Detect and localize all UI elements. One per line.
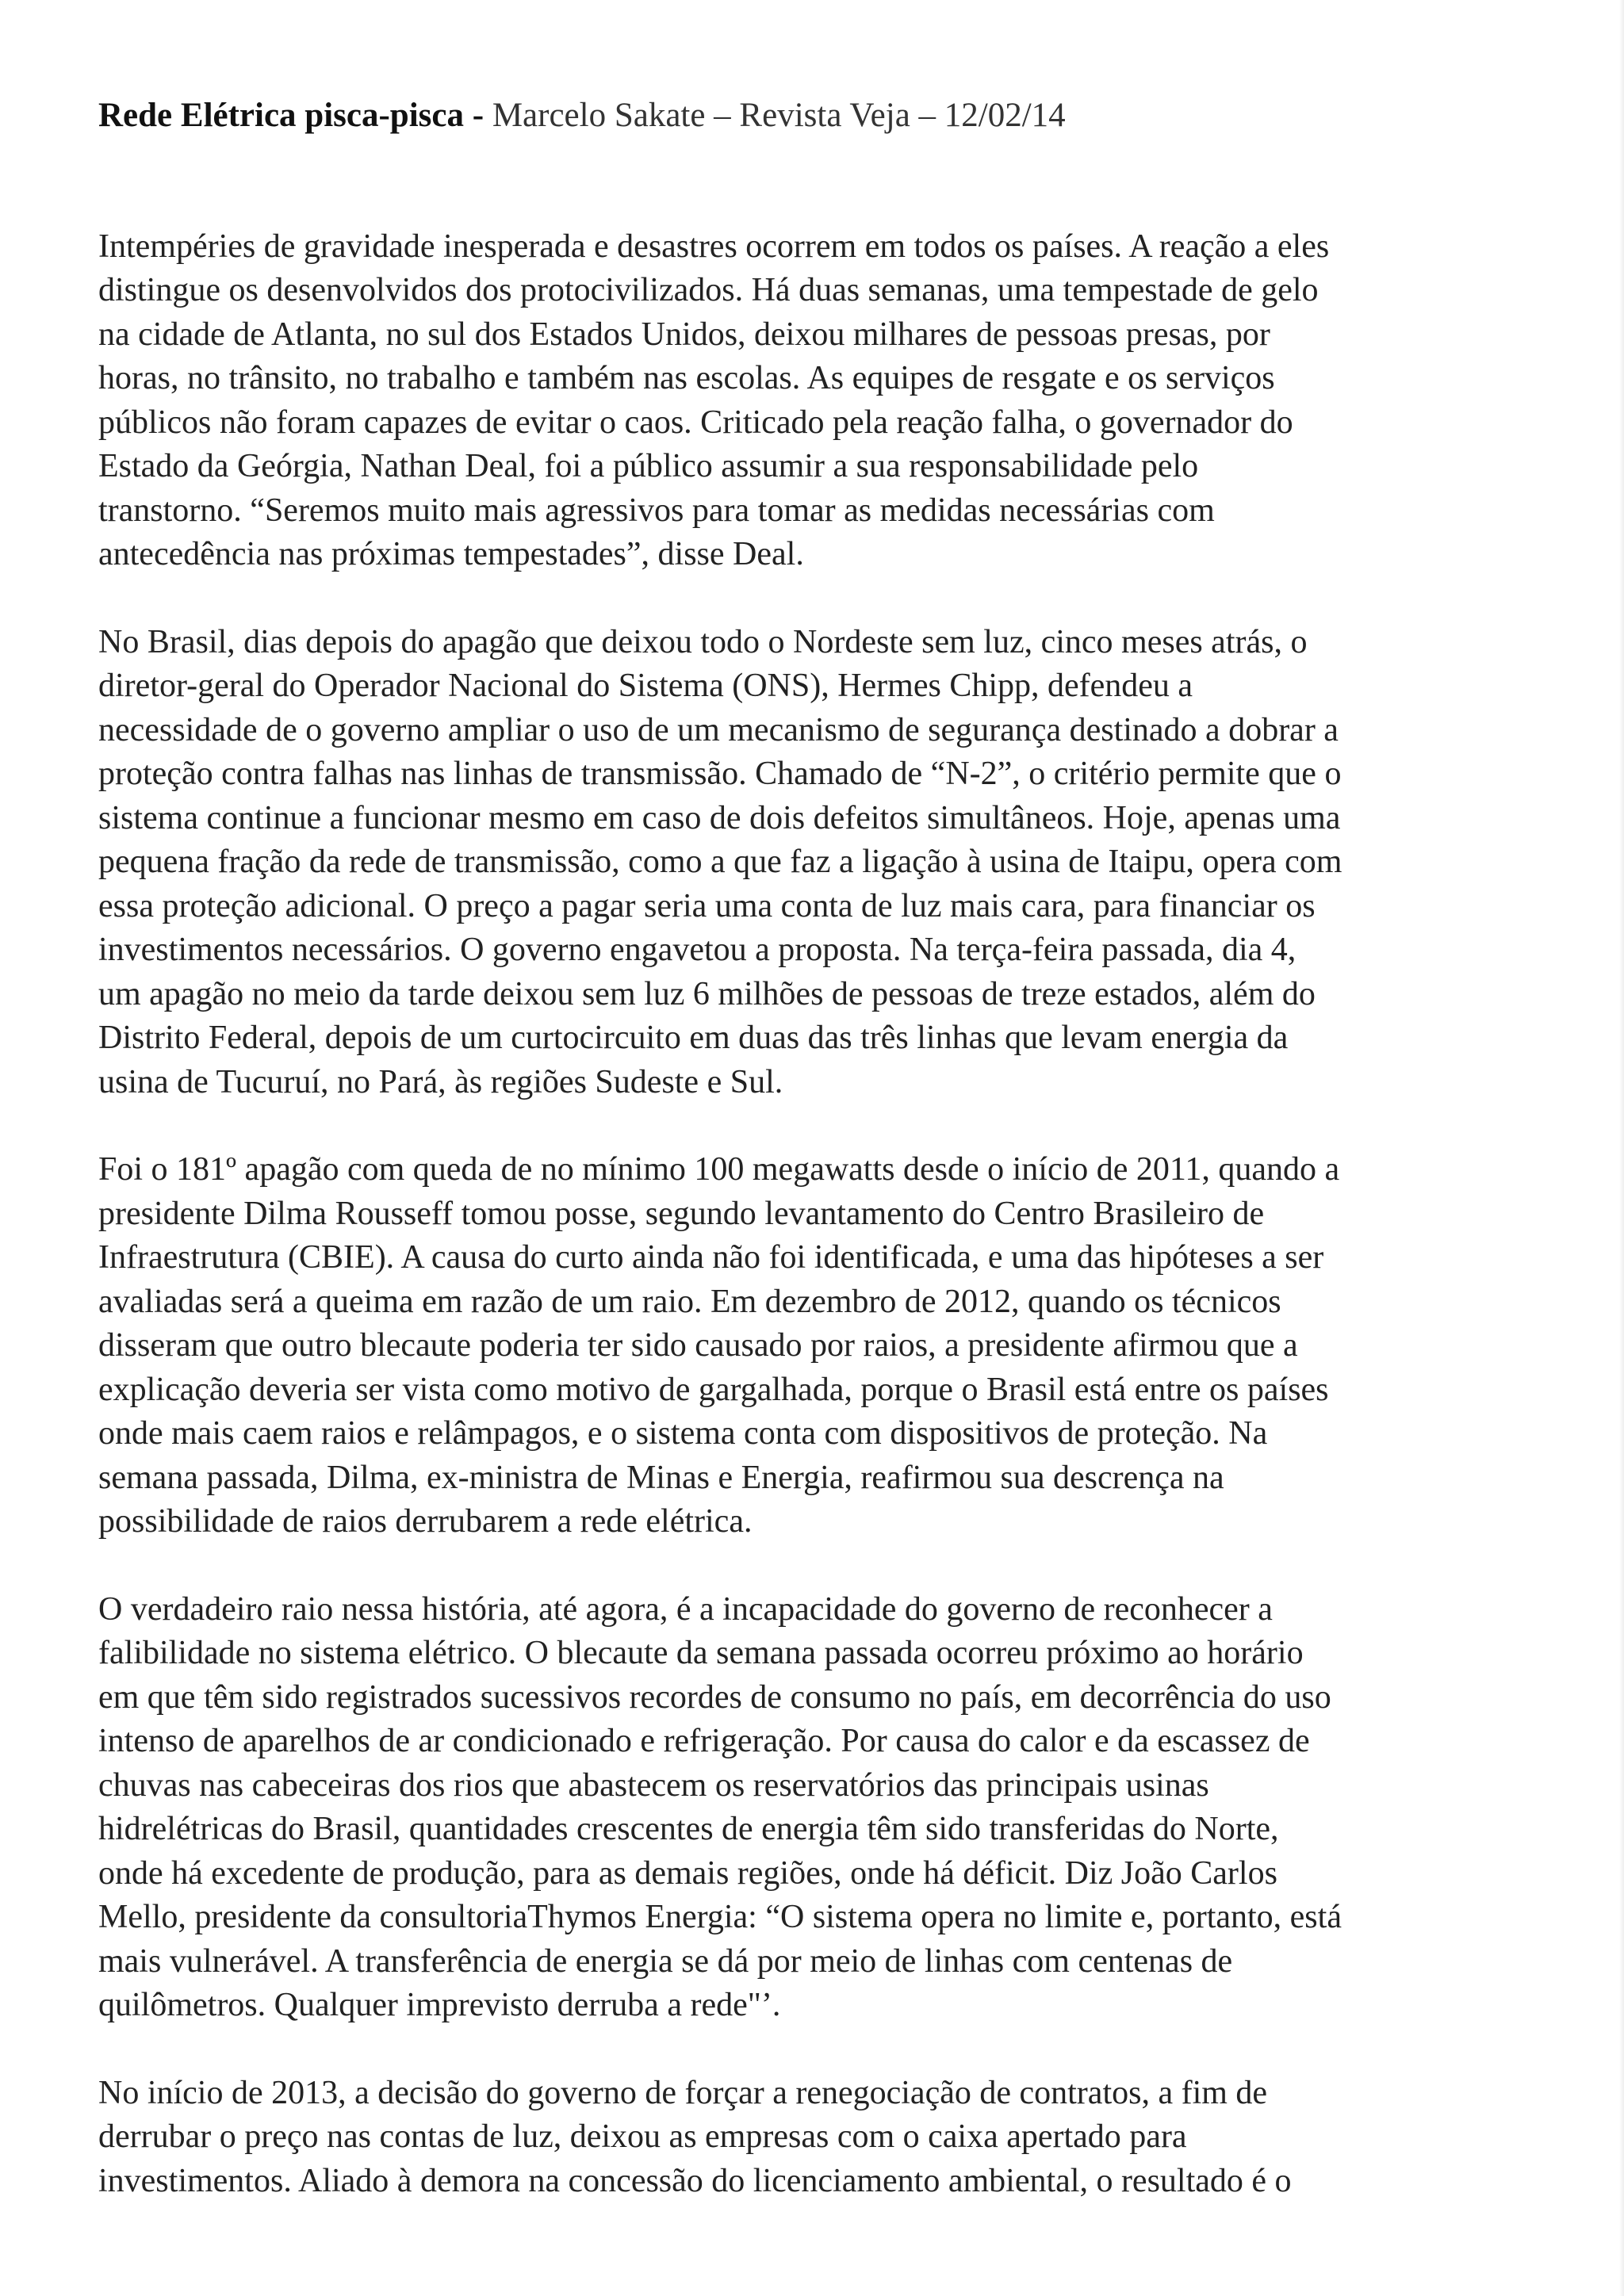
text-line: mais vulnerável. A transferência de energia se dá por meio de linhas com centenas de xyxy=(98,1942,1233,1980)
text-line: onde mais caem raios e relâmpagos, e o sistema conta com dispositivos de proteção. Na xyxy=(98,1415,1268,1452)
article-body xyxy=(98,94,1549,2203)
text-line: investimentos. Aliado à demora na concessão do licenciamento ambiental, o resultado é o xyxy=(98,2162,1292,2199)
text-line: quilômetros. Qualquer imprevisto derruba a rede"’. xyxy=(98,1987,781,2023)
text-line: intenso de aparelhos de ar condicionado e refrigeração. Por causa do calor e da escassez de xyxy=(98,1723,1310,1759)
text-line: disseram que outro blecaute poderia ter sido causado por raios, a presidente afirmou que a xyxy=(98,1327,1298,1364)
text-line: No Brasil, dias depois do apagão que deixou todo o Nordeste sem luz, cinco meses atrás, o xyxy=(98,623,1308,660)
paragraph-1 xyxy=(98,225,1549,577)
text-line: onde há excedente de produção, para as demais regiões, onde há déficit. Diz João Carlos xyxy=(98,1854,1277,1892)
text-line: transtorno. “Seremos muito mais agressivos para tomar as medidas necessárias com xyxy=(98,492,1215,529)
header-separator: - xyxy=(463,97,492,134)
text-line: sistema continue a funcionar mesmo em caso de dois defeitos simultâneos. Hoje, apenas uma xyxy=(98,799,1341,836)
article-title: Rede Elétrica pisca-pisca xyxy=(98,97,464,134)
page-edge-shadow xyxy=(1619,0,1624,2296)
text-line: distingue os desenvolvidos dos protocivilizados. Há duas semanas, uma tempestade de gelo xyxy=(98,272,1319,308)
text-line: Intempéries de gravidade inesperada e desastres ocorrem em todos os países. A reação a eles xyxy=(98,228,1330,265)
article-header xyxy=(98,94,1549,138)
text-line: Foi o 181º apagão com queda de no mínimo 100 megawatts desde o início de 2011, quando a xyxy=(98,1151,1340,1188)
text-line: Infraestrutura (CBIE). A causa do curto ainda não foi identificada, e uma das hipóteses a ser xyxy=(98,1239,1324,1276)
text-line: possibilidade de raios derrubarem a rede elétrica. xyxy=(98,1503,753,1540)
text-line: O verdadeiro raio nessa história, até agora, é a incapacidade do governo de reconhecer a xyxy=(98,1590,1273,1628)
text-line: Mello, presidente da consultoriaThymos Energia: “O sistema opera no limite e, portanto, está xyxy=(98,1899,1342,1935)
text-line: Estado da Geórgia, Nathan Deal, foi a público assumir a sua responsabilidade pelo xyxy=(98,448,1199,484)
text-line: pequena fração da rede de transmissão, como a que faz a ligação à usina de Itaipu, opera com xyxy=(98,844,1342,880)
text-line: presidente Dilma Rousseff tomou posse, segundo levantamento do Centro Brasileiro de xyxy=(98,1195,1265,1232)
text-line: essa proteção adicional. O preço a pagar seria uma conta de luz mais cara, para financiar os xyxy=(98,887,1316,924)
text-line: explicação deveria ser vista como motivo de gargalhada, porque o Brasil está entre os países xyxy=(98,1371,1329,1408)
text-line: proteção contra falhas nas linhas de transmissão. Chamado de “N-2”, o critério permite que o xyxy=(98,756,1342,792)
article-byline: Marcelo Sakate – Revista Veja – 12/02/14 xyxy=(492,97,1066,134)
text-line: falibilidade no sistema elétrico. O blecaute da semana passada ocorreu próximo ao horário xyxy=(98,1635,1304,1671)
text-line: diretor-geral do Operador Nacional do Sistema (ONS), Hermes Chipp, defendeu a xyxy=(98,668,1193,704)
text-line: usina de Tucuruí, no Pará, às regiões Sudeste e Sul. xyxy=(98,1063,783,1100)
text-line: um apagão no meio da tarde deixou sem luz 6 milhões de pessoas de treze estados, além do xyxy=(98,975,1316,1012)
text-line: Distrito Federal, depois de um curtocircuito em duas das três linhas que levam energia da xyxy=(98,1020,1289,1056)
text-line: chuvas nas cabeceiras dos rios que abastecem os reservatórios das principais usinas xyxy=(98,1766,1209,1804)
text-line: públicos não foram capazes de evitar o caos. Criticado pela reação falha, o governador do xyxy=(98,404,1293,441)
text-line: na cidade de Atlanta, no sul dos Estados Unidos, deixou milhares de pessoas presas, por xyxy=(98,316,1270,353)
text-line: horas, no trânsito, no trabalho e também nas escolas. As equipes de resgate e os serviços xyxy=(98,360,1275,396)
paragraph-4 xyxy=(98,1588,1549,2028)
text-line: investimentos necessários. O governo engavetou a proposta. Na terça-feira passada, dia 4, xyxy=(98,932,1297,968)
text-line: avaliadas será a queima em razão de um raio. Em dezembro de 2012, quando os técnicos xyxy=(98,1283,1281,1320)
text-line: derrubar o preço nas contas de luz, deixou as empresas com o caixa apertado para xyxy=(98,2118,1187,2155)
paragraph-5 xyxy=(98,2072,1549,2204)
text-line: semana passada, Dilma, ex-ministra de Minas e Energia, reafirmou sua descrença na xyxy=(98,1459,1224,1496)
text-line: antecedência nas próximas tempestades”, disse Deal. xyxy=(98,536,804,572)
text-line: No início de 2013, a decisão do governo de forçar a renegociação de contratos, a fim de xyxy=(98,2074,1268,2111)
text-line: hidrelétricas do Brasil, quantidades crescentes de energia têm sido transferidas do Norte, xyxy=(98,1811,1279,1847)
text-line: necessidade de o governo ampliar o uso de um mecanismo de segurança destinado a dobrar a xyxy=(98,711,1339,748)
paragraph-3 xyxy=(98,1148,1549,1544)
text-line: em que têm sido registrados sucessivos recordes de consumo no país, em decorrência do uso xyxy=(98,1678,1331,1716)
paragraph-2 xyxy=(98,621,1549,1105)
